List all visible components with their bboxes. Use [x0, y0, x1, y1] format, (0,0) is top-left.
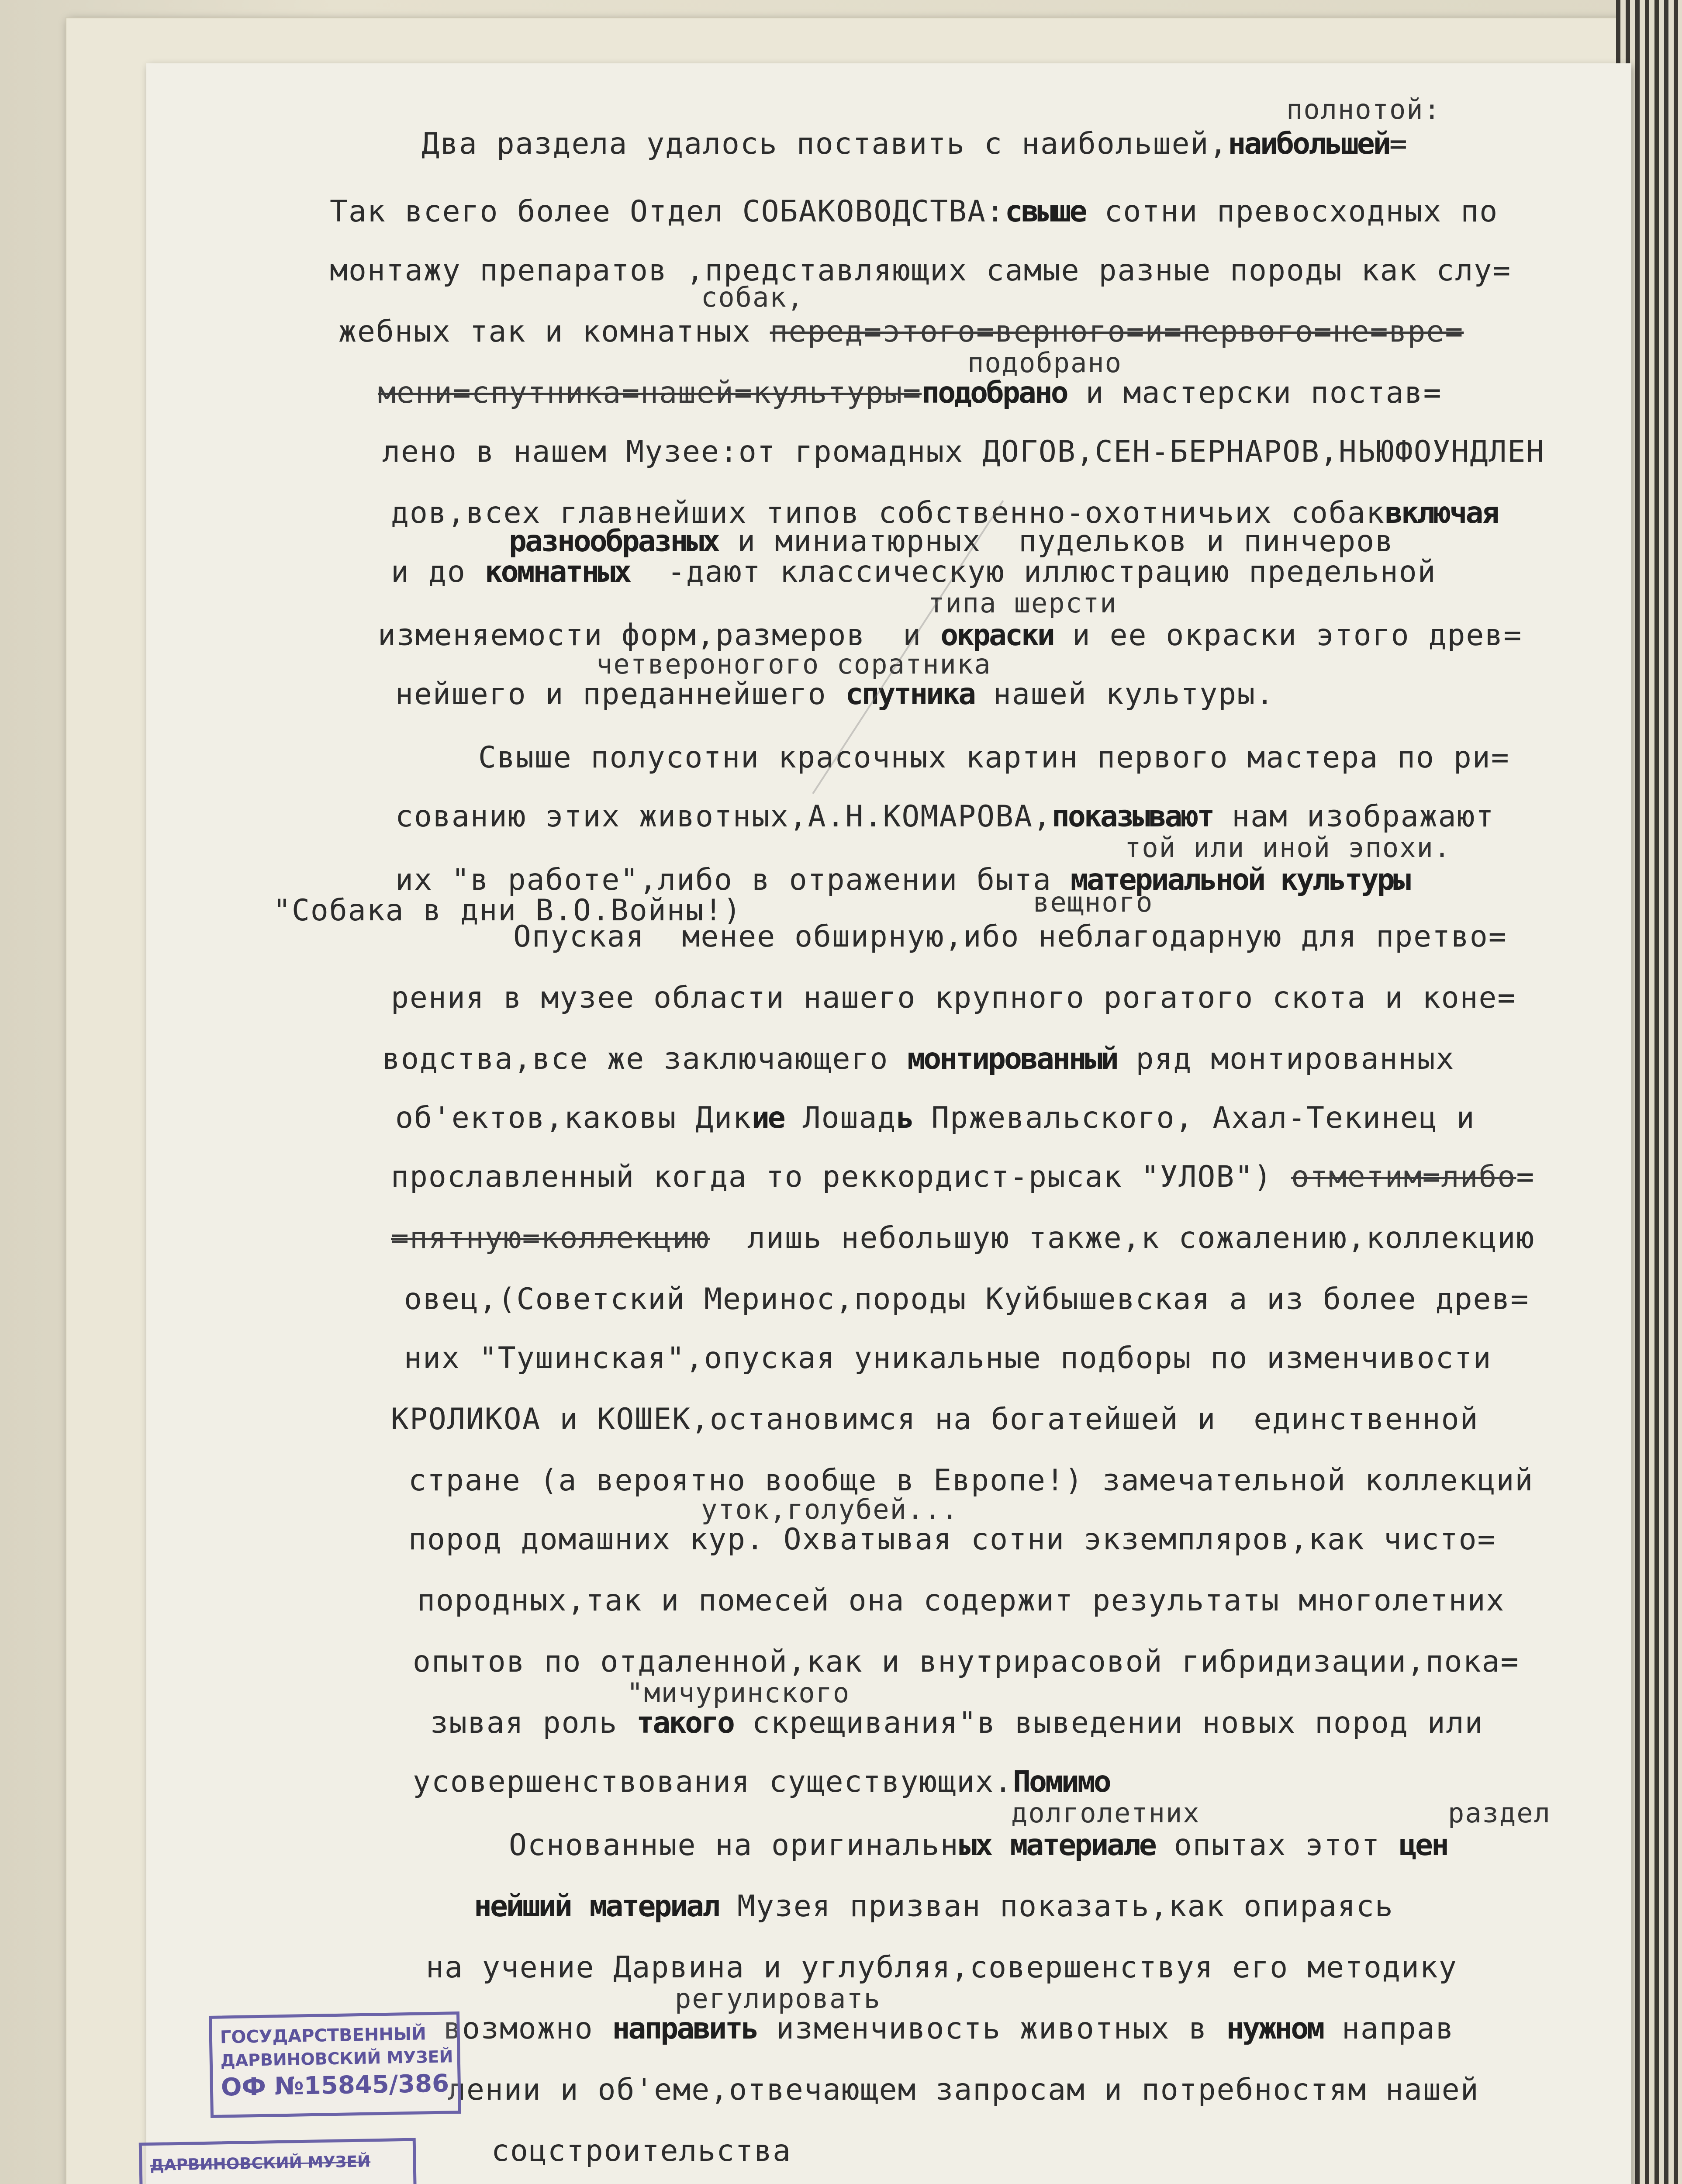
overtyped-text: нужном [1226, 2011, 1323, 2046]
overtyped-text: материальной культуры [1070, 863, 1409, 897]
inserted-text: уток,голубей... [701, 1493, 959, 1525]
museum-stamp-secondary [139, 2138, 418, 2184]
text-line [404, 1341, 1492, 1376]
overtyped-text: наибольшей [1228, 127, 1389, 161]
text-line [395, 1101, 1475, 1136]
text-segment: об'ектов,каковы Дик [395, 1101, 752, 1135]
text-segment: -дают классическую иллюстрацию предельной [630, 555, 1437, 589]
inserted-text: "мичуринского [627, 1677, 850, 1709]
text-segment: и миниатюрных пудельков и пинчеров [718, 524, 1394, 559]
text-segment: Лошад [784, 1101, 897, 1135]
text-segment: возможно [443, 2011, 612, 2046]
text-line [330, 253, 1511, 288]
text-segment: Опуская менее обширную,ибо неблагодарную для претво= [513, 919, 1507, 954]
text-segment: водства,все же заключающего [382, 1042, 908, 1076]
text-segment: опытов по отдаленной,как и внутрирасовой гибридизации,пока= [413, 1645, 1520, 1679]
text-segment [991, 1828, 1010, 1863]
text-segment: рения в музее области нашего крупного рогатого скота и коне= [391, 981, 1516, 1015]
text-line [330, 194, 1498, 229]
text-segment: направ [1323, 2011, 1454, 2046]
inserted-text: полнотой: [1286, 93, 1441, 125]
text-segment: изменяемости форм,размеров и [378, 618, 941, 653]
text-line [513, 919, 1507, 954]
struck-text: отметим=либо [1291, 1160, 1516, 1194]
inserted-text: собак, [701, 281, 804, 313]
overtyped-text: подобрано [922, 376, 1067, 410]
overtyped-text: окраски [940, 618, 1053, 653]
text-segment: скрещивания"в выведении новых пород или [733, 1706, 1484, 1740]
text-segment: стране (а вероятно вообще в Европе!) замечательной коллекций [408, 1463, 1534, 1498]
text-segment: лишь небольшую также,к сожалению,коллекцию [709, 1221, 1535, 1255]
text-segment: усовершенствования существующих. [413, 1765, 1013, 1799]
text-segment: и мастерски постав= [1067, 376, 1442, 410]
text-line [967, 345, 1122, 380]
text-segment: них "Тушинская",опуская уникальные подборы по изменчивости [404, 1341, 1492, 1375]
text-line [395, 799, 1494, 834]
struck-text: мени=спутника=нашей=культуры= [378, 376, 922, 410]
overtyped-text: комнатных [484, 555, 630, 589]
overtyped-text: ь [896, 1101, 913, 1135]
text-segment: нам изображают [1213, 799, 1495, 834]
text-segment: и до [391, 555, 485, 589]
text-line [448, 2073, 1479, 2108]
text-segment: их "в работе",либо в отражении быта [395, 863, 1071, 897]
text-segment: КРОЛИКОА и КОШЕК,остановимся на богатейшей и единственной [391, 1402, 1479, 1437]
text-line [338, 314, 1464, 349]
overtyped-text: такого [636, 1706, 733, 1740]
inserted-text: раздел [1448, 1797, 1551, 1829]
text-line [1033, 885, 1153, 920]
text-segment: прославленный когда то реккордист-рысак "УЛОВ") [391, 1160, 1292, 1194]
text-line [408, 1463, 1533, 1498]
text-line [378, 376, 1442, 411]
typewritten-page [146, 63, 1631, 2184]
inserted-text: долголетних [1011, 1797, 1200, 1829]
inserted-text: типа шерсти [928, 587, 1117, 619]
text-line [430, 1706, 1484, 1741]
overtyped-text: нейший [474, 1889, 571, 1924]
text-line [391, 1221, 1535, 1256]
text-line [391, 1160, 1535, 1195]
text-line [627, 1675, 850, 1711]
text-line [382, 435, 1545, 470]
text-line [395, 863, 1409, 898]
text-line [1011, 1795, 1200, 1831]
overtyped-text: ие [751, 1101, 784, 1135]
overtyped-text: цен [1399, 1828, 1447, 1863]
text-line [382, 1042, 1454, 1077]
text-segment: овец,(Советский Меринос,породы Куйбышевская а из более древ= [404, 1282, 1530, 1317]
overtyped-text: монтированный [907, 1042, 1117, 1076]
text-line [474, 1889, 1394, 1924]
overtyped-text: свыше [1005, 194, 1086, 229]
stamp-inventory-number: ОФ №15845/386 [221, 2069, 449, 2102]
text-segment: Музея призван показать,как опираясь [718, 1889, 1394, 1924]
text-line [1448, 1795, 1551, 1831]
text-line [391, 555, 1437, 590]
overtyped-text: ых [959, 1828, 991, 1863]
text-segment: "Собака в дни В.О.Войны!) [273, 893, 742, 928]
text-segment: изменчивость животных в [757, 2011, 1226, 2046]
text-segment: сованию этих животных,А.Н.КОМАРОВА, [395, 799, 1052, 834]
text-segment: породных,так и помесей она содержит результаты многолетних [417, 1583, 1505, 1618]
overtyped-text: направить [612, 2011, 757, 2046]
inserted-text: подобрано [967, 347, 1122, 379]
text-line [509, 1828, 1447, 1863]
inserted-text: четвероногого соратника [596, 648, 991, 680]
text-line [421, 127, 1408, 162]
text-segment: на учение Дарвина и углубляя,совершенствуя его методику [426, 1950, 1458, 1985]
text-segment [571, 1889, 590, 1924]
inserted-text: вещного [1033, 886, 1154, 918]
text-line [491, 2134, 791, 2169]
text-segment: зывая роль [430, 1706, 637, 1740]
text-segment: пород домашних кур. Охватывая сотни экземпляров,как чисто= [408, 1522, 1496, 1557]
text-line [413, 1645, 1519, 1679]
text-line [426, 1950, 1458, 1985]
text-segment: сотни превосходных по [1085, 194, 1499, 229]
inserted-text: той или иной эпохи. [1125, 832, 1451, 864]
text-segment: Основанные на оригинальн [509, 1828, 959, 1863]
text-segment: соцстроительства [491, 2134, 792, 2168]
text-line [404, 1282, 1529, 1317]
text-segment: опытах этот [1155, 1828, 1399, 1863]
overtyped-text: спутника [845, 677, 975, 712]
text-segment: ряд монтированных [1117, 1042, 1455, 1076]
text-line [1286, 92, 1441, 127]
text-line [928, 585, 1117, 621]
text-line [701, 280, 804, 315]
text-line [701, 1492, 959, 1527]
text-segment: Свыше полусотни красочных картин первого мастера по ри= [478, 740, 1510, 775]
text-segment: и ее окраски этого древ= [1053, 618, 1523, 653]
text-segment: монтажу препаратов ,представляющих самые разные породы как слу= [330, 253, 1512, 288]
museum-stamp [209, 2011, 461, 2118]
stamp-museum: ДАРВИНОВСКИЙ МУЗЕЙ [220, 2047, 453, 2070]
text-segment: = [1389, 127, 1408, 161]
text-segment: жебных так и комнатных [338, 314, 770, 349]
text-line [408, 1522, 1496, 1557]
text-segment: Два раздела удалось поставить с наибольшей, [421, 127, 1228, 161]
overtyped-text: включая [1385, 496, 1498, 530]
text-segment: Так всего более Отдел СОБАКОВОДСТВА: [330, 194, 1005, 229]
text-segment: нашей культуры. [974, 677, 1275, 712]
overtyped-text: разнообразных [509, 524, 719, 559]
stamp-institution: ГОСУДАРСТВЕННЫЙ [220, 2024, 427, 2048]
text-line [391, 1402, 1479, 1437]
text-line [413, 1765, 1110, 1800]
text-segment: лении и об'еме,отвечающем запросам и потребностям нашей [448, 2073, 1479, 2107]
text-segment: лено в нашем Музее:от громадных ДОГОВ,СЕН-БЕРНАРОВ,НЬЮФОУНДЛЕН [382, 435, 1545, 469]
overtyped-text: Помимо [1013, 1765, 1110, 1799]
text-segment: нейшего и преданнейшего [395, 677, 846, 712]
overtyped-text: материал [589, 1889, 719, 1924]
struck-text: =пятную=коллекцию [391, 1221, 710, 1255]
overtyped-text: показывают [1051, 799, 1213, 834]
stamp-museum: ДАРВИНОВСКИЙ МУЗЕЙ [150, 2153, 371, 2175]
text-line [443, 2011, 1454, 2046]
struck-text: перед=этого=верного=и=первого=не=вре= [770, 314, 1464, 349]
text-line [395, 677, 1274, 712]
text-line [675, 1981, 881, 2016]
text-line [1125, 830, 1451, 865]
text-line [596, 646, 991, 682]
text-line [509, 524, 1394, 559]
overtyped-text: материале [1010, 1828, 1155, 1863]
text-segment: = [1516, 1160, 1535, 1194]
inserted-text: регулировать [675, 1983, 881, 2015]
text-line [478, 740, 1510, 775]
text-segment: дов,всех главнейших типов собственно-охотничьих собак [391, 496, 1385, 530]
text-line [391, 981, 1516, 1016]
text-line [417, 1583, 1505, 1618]
text-segment: Пржевальского, Ахал-Текинец и [912, 1101, 1475, 1135]
